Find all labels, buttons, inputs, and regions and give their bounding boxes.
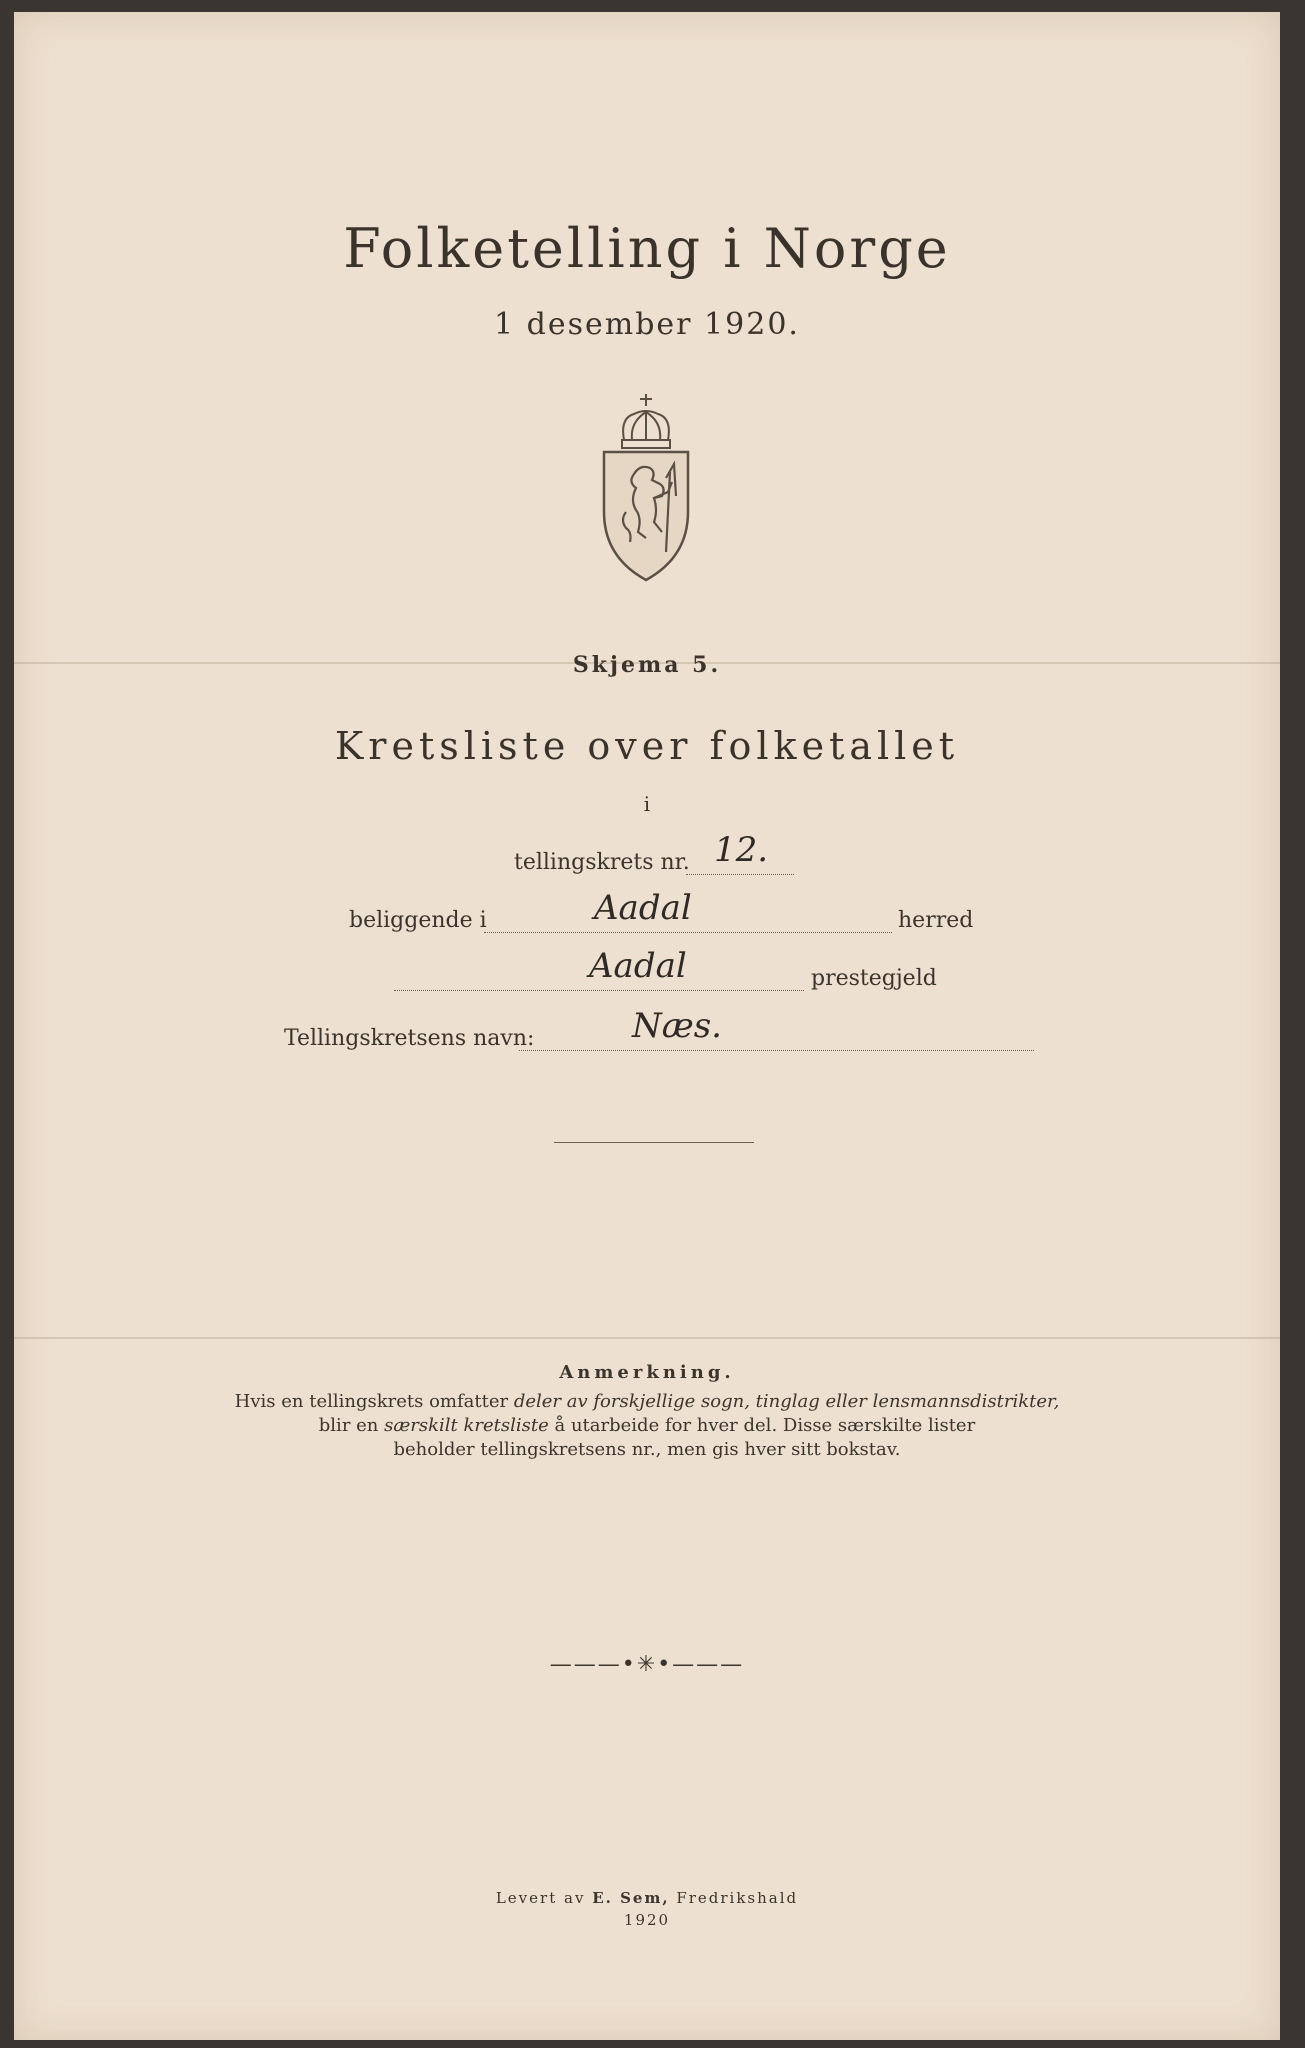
krets-name-line (519, 1050, 1034, 1051)
document-date: 1 desember 1920. (494, 307, 800, 342)
paper-fold (14, 1337, 1280, 1339)
document-title: Folketelling i Norge (343, 217, 951, 280)
krets-number-label: tellingskrets nr. (514, 850, 690, 875)
krets-name-value: Næs. (632, 1006, 722, 1046)
herred-value: Aadal (594, 888, 692, 928)
note-title: Anmerkning. (559, 1362, 735, 1383)
census-form-page (14, 12, 1280, 2040)
krets-number-line (686, 874, 794, 875)
norwegian-coat-of-arms-icon (596, 392, 696, 582)
ornament-divider: ———•✳•——— (549, 1652, 745, 1677)
prestegjeld-line (394, 990, 804, 991)
krets-number-value: 12. (714, 830, 769, 870)
divider (554, 1142, 754, 1143)
krets-name-label: Tellingskretsens navn: (284, 1026, 535, 1051)
prestegjeld-suffix-label: prestegjeld (811, 966, 937, 991)
note-line-1: Hvis en tellingskrets omfatter deler av forskjellige sogn, tinglag eller lensmannsdistrikter, (234, 1391, 1060, 1412)
prestegjeld-value: Aadal (589, 946, 687, 986)
herred-prefix-label: beliggende i (349, 908, 487, 933)
preposition: i (643, 792, 651, 816)
note-line-2: blir en særskilt kretsliste å utarbeide for hver del. Disse særskilte lister (318, 1415, 976, 1436)
note-line-3: beholder tellingskretsens nr., men gis hver sitt bokstav. (393, 1439, 901, 1460)
schema-label: Skjema 5. (572, 652, 722, 678)
printer-imprint: Levert av E. Sem, Fredrikshald 1920 (495, 1889, 799, 1929)
herred-suffix-label: herred (898, 908, 974, 933)
herred-line (484, 932, 892, 933)
form-heading: Kretsliste over folketallet (334, 724, 960, 768)
